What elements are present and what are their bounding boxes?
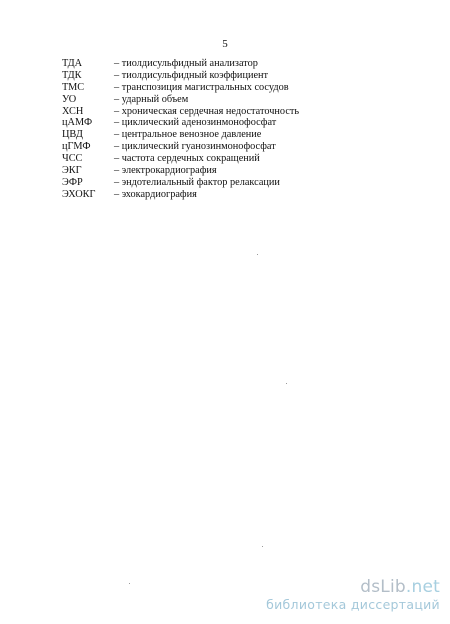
page-number: 5 <box>222 38 228 50</box>
abbreviation-definition: – хроническая сердечная недостаточность <box>114 105 300 117</box>
abbreviation-row <box>62 141 422 153</box>
abbreviation-row <box>62 70 422 82</box>
abbreviation-definition: – центральное венозное давление <box>114 129 262 141</box>
abbreviation-row <box>62 165 422 177</box>
abbreviation-definition: – ударный объем <box>114 93 189 105</box>
abbreviation-definition: – тиолдисульфидный коэффициент <box>114 69 269 81</box>
abbreviation-term: ЭФР <box>62 176 83 188</box>
watermark-logo <box>266 577 440 597</box>
abbreviation-term: УО <box>62 93 77 105</box>
abbreviation-definition: – циклический аденозинмонофосфат <box>114 117 277 129</box>
abbreviation-row <box>62 177 422 189</box>
abbreviation-term: цАМФ <box>62 117 93 129</box>
scan-speck <box>262 546 263 547</box>
abbreviation-row <box>62 129 422 141</box>
abbreviation-row <box>62 117 422 129</box>
abbreviation-definition: – транспозиция магистральных сосудов <box>114 81 289 93</box>
watermark-caption: библиотека диссертаций <box>266 597 440 612</box>
abbreviation-definition: – эндотелиальный фактор релаксации <box>114 176 280 188</box>
watermark-logo-suffix: .net <box>405 577 440 597</box>
abbreviation-term: ТДА <box>62 58 83 69</box>
scan-speck <box>129 583 130 584</box>
abbreviation-list <box>62 58 422 201</box>
abbreviation-row <box>62 153 422 165</box>
abbreviation-row <box>62 189 422 201</box>
abbreviation-definition: – тиолдисульфидный анализатор <box>114 58 258 69</box>
abbreviation-term: цГМФ <box>62 141 91 153</box>
scan-speck <box>257 254 258 255</box>
abbreviation-term: ТМС <box>62 81 85 93</box>
abbreviation-row <box>62 58 422 70</box>
abbreviation-term: ЭХОКГ <box>62 188 96 200</box>
abbreviation-term: ХСН <box>62 105 84 117</box>
abbreviation-row <box>62 106 422 118</box>
abbreviation-definition: – частота сердечных сокращений <box>114 153 260 165</box>
abbreviation-row <box>62 82 422 94</box>
abbreviation-definition: – циклический гуанозинмонофосфат <box>114 141 276 153</box>
watermark-logo-main: dsLib <box>360 577 406 597</box>
abbreviation-term: ЭКГ <box>62 165 82 177</box>
abbreviation-row <box>62 94 422 106</box>
scan-speck <box>286 383 287 384</box>
abbreviation-term: ЧСС <box>62 153 83 165</box>
abbreviation-definition: – электрокардиография <box>114 165 217 177</box>
abbreviation-definition: – эхокардиография <box>114 188 197 200</box>
abbreviation-term: ЦВД <box>62 129 83 141</box>
abbreviation-term: ТДК <box>62 69 82 81</box>
watermark <box>266 577 440 612</box>
